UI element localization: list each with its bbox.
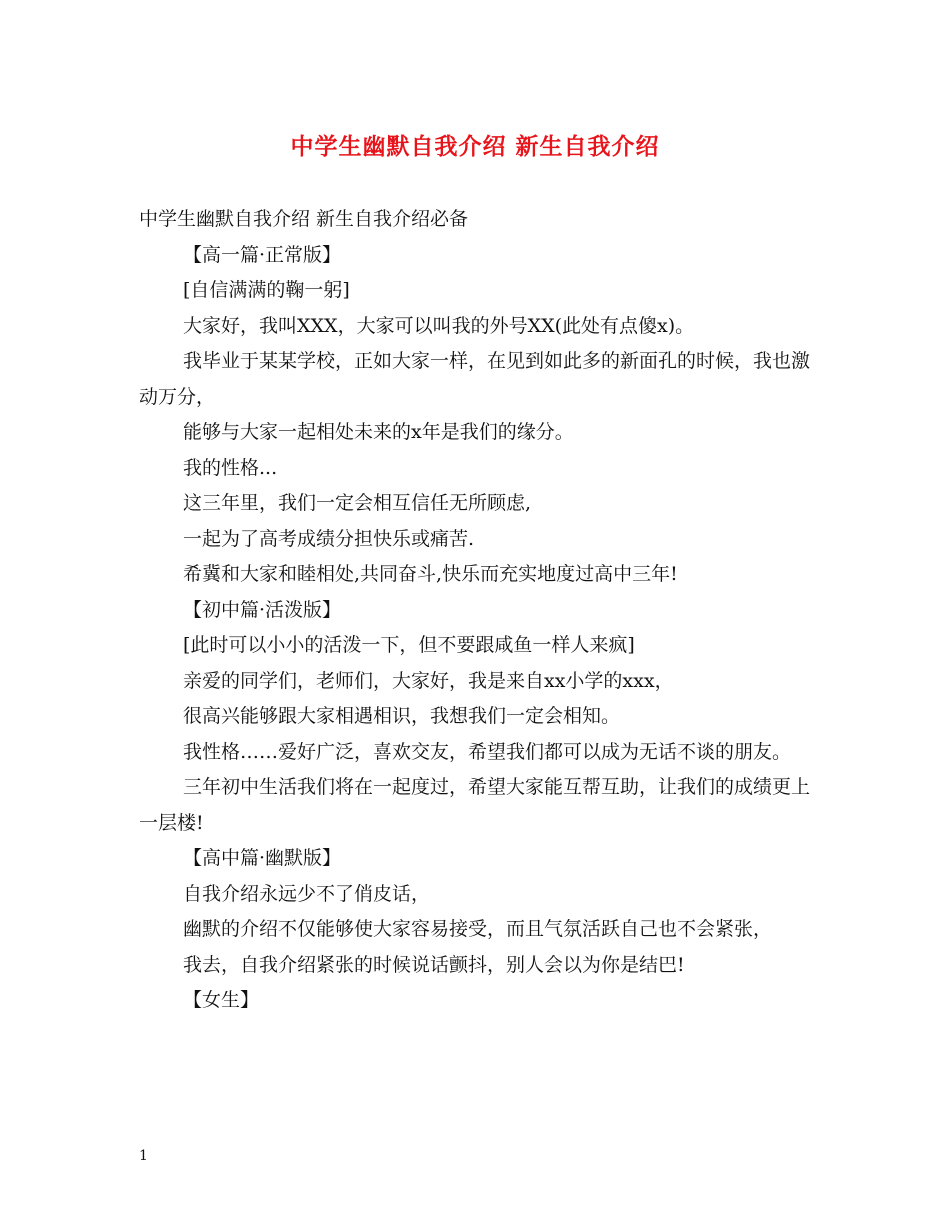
paragraph: 亲爱的同学们，老师们，大家好，我是来自xx小学的xxx， bbox=[183, 669, 674, 692]
page-number: 1 bbox=[139, 1148, 148, 1164]
document-body bbox=[139, 202, 817, 1019]
document-title: 中学生幽默自我介绍 新生自我介绍 bbox=[290, 133, 660, 160]
paragraph: 一起为了高考成绩分担快乐或痛苦. bbox=[183, 527, 475, 550]
section-heading: 【初中篇·活泼版】 bbox=[183, 598, 342, 621]
paragraph: [此时可以小小的活泼一下，但不要跟咸鱼一样人来疯] bbox=[183, 634, 635, 656]
section-heading: 【高中篇·幽默版】 bbox=[183, 847, 342, 869]
paragraph: 我的性格... bbox=[183, 456, 278, 479]
paragraph: 希冀和大家和睦相处,共同奋斗,快乐而充实地度过高中三年! bbox=[183, 563, 678, 585]
paragraph: 自我介绍永远少不了俏皮话， bbox=[183, 882, 431, 905]
paragraph: 这三年里，我们一定会相互信任无所顾虑, bbox=[183, 492, 532, 514]
section-heading: 【女生】 bbox=[183, 989, 260, 1011]
paragraph: 我毕业于某某学校，正如大家一样，在见到如此多的新面孔的时候，我也激动万分， bbox=[139, 350, 811, 408]
paragraph: 我去，自我介绍紧张的时候说话颤抖，别人会以为你是结巴! bbox=[183, 953, 685, 976]
paragraph: 我性格……爱好广泛，喜欢交友，希望我们都可以成为无话不谈的朋友。 bbox=[183, 740, 792, 763]
paragraph: 很高兴能够跟大家相遇相识，我想我们一定会相知。 bbox=[183, 705, 621, 727]
paragraph: 幽默的介绍不仅能够使大家容易接受，而且气氛活跃自己也不会紧张， bbox=[183, 918, 773, 940]
paragraph: 中学生幽默自我介绍 新生自我介绍必备 bbox=[139, 208, 469, 230]
paragraph: [自信满满的鞠一躬] bbox=[183, 279, 350, 301]
paragraph: 大家好，我叫XXX，大家可以叫我的外号XX(此处有点傻x)。 bbox=[183, 314, 695, 337]
paragraph: 三年初中生活我们将在一起度过，希望大家能互帮互助，让我们的成绩更上一层楼! bbox=[139, 776, 811, 834]
paragraph: 能够与大家一起相处未来的x年是我们的缘分。 bbox=[183, 421, 574, 443]
section-heading: 【高一篇·正常版】 bbox=[183, 243, 342, 266]
